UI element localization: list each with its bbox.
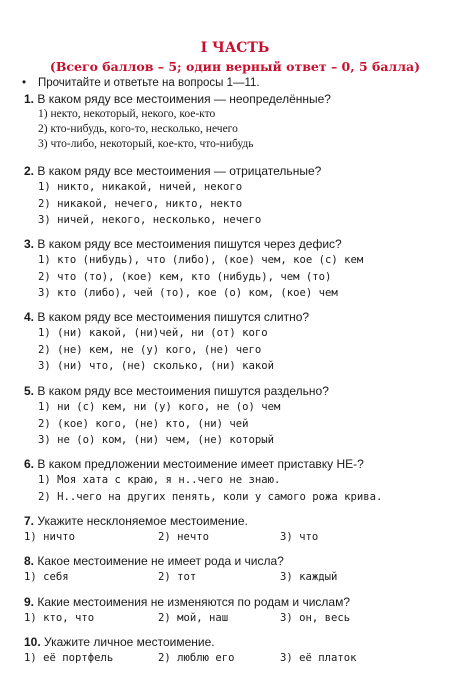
answer-option[interactable]: 2) мой, наш xyxy=(158,612,229,624)
part-subtitle: (Всего баллов – 5; один верный ответ – 0, 5 балла) xyxy=(49,59,421,74)
answer-option[interactable]: 3) каждый xyxy=(280,571,338,583)
answer-row xyxy=(24,529,464,546)
question-7 xyxy=(24,513,464,546)
answer-option[interactable]: 1) (ни) какой, (ни)чей, ни (от) кого xyxy=(38,327,268,339)
answer-option[interactable]: 2) (не) кем, не (у) кого, (не) чего xyxy=(38,343,262,356)
answer-option[interactable]: 3) не (о) ком, (ни) чем, (не) который xyxy=(38,434,274,447)
answer-row xyxy=(24,610,464,627)
answer-option[interactable]: 1) никто, никакой, ничей, некого xyxy=(38,181,243,193)
question-text: 3. В каком ряду все местоимения пишутся через дефис? xyxy=(24,237,342,251)
question-text: 10. Укажите личное местоимение. xyxy=(24,635,215,649)
answer-option[interactable]: 3) что xyxy=(280,531,319,543)
question-5 xyxy=(24,383,464,449)
question-text: 2. В каком ряду все местоимения — отрицательные? xyxy=(24,164,322,178)
answer-option[interactable]: 3) он, весь xyxy=(280,612,351,624)
answer-option[interactable]: 2) что (то), (кое) кем, кто (нибудь), чем (то) xyxy=(38,270,332,283)
answer-option[interactable]: 3) её платок xyxy=(280,652,357,664)
answer-option[interactable]: 2) нечто xyxy=(158,531,210,543)
answer-option[interactable]: 1) её портфель xyxy=(24,652,114,664)
answer-option[interactable]: 1) кто (нибудь), что (либо), (кое) чем, кое (с) кем xyxy=(38,254,364,266)
answer-option[interactable]: 2) (кое) кого, (не) кто, (ни) чей xyxy=(38,417,249,430)
answer-option[interactable]: 2) кто-нибудь, кого-то, несколько, нечего xyxy=(38,123,238,135)
question-text: 5. В каком ряду все местоимения пишутся раздельно? xyxy=(24,384,329,398)
instruction-text: Прочитайте и ответьте на вопросы 1—11. xyxy=(38,77,260,89)
answer-option[interactable]: 3) кто (либо), чей (то), кое (о) ком, (кое) чем xyxy=(38,287,338,300)
question-text: 8. Какое местоимение не имеет рода и числа? xyxy=(24,554,284,568)
question-1 xyxy=(24,91,464,152)
answer-option[interactable]: 2) люблю его xyxy=(158,652,235,664)
question-4 xyxy=(24,309,464,375)
question-9 xyxy=(24,594,464,627)
answer-option[interactable]: 1) некто, некоторый, некого, кое-кто xyxy=(38,108,216,120)
answer-option[interactable]: 3) что-либо, некоторый, кое-кто, что-нибудь xyxy=(38,138,254,150)
question-2 xyxy=(24,163,464,229)
question-10 xyxy=(24,634,464,667)
question-3 xyxy=(24,236,464,302)
bullet-icon: • xyxy=(22,77,27,89)
question-text: 4. В каком ряду все местоимения пишутся слитно? xyxy=(24,310,310,324)
answer-row xyxy=(24,569,464,586)
question-text: 1. В каком ряду все местоимения — неопределённые? xyxy=(24,92,331,106)
part-title: I ЧАСТЬ xyxy=(200,40,270,56)
answer-option[interactable]: 1) ничто xyxy=(24,531,76,543)
question-text: 6. В каком предложении местоимение имеет приставку НЕ-? xyxy=(24,457,364,471)
instruction xyxy=(22,76,260,91)
question-text: 9. Какие местоимения не изменяются по родам и числам? xyxy=(24,595,350,609)
question-6 xyxy=(24,456,464,505)
answer-option[interactable]: 3) ничей, некого, несколько, нечего xyxy=(38,214,262,227)
answer-row xyxy=(24,650,464,667)
answer-option[interactable]: 1) себя xyxy=(24,571,69,583)
answer-option[interactable]: 3) (ни) что, (не) сколько, (ни) какой xyxy=(38,360,274,373)
answer-option[interactable]: 1) ни (с) кем, ни (у) кого, не (о) чем xyxy=(38,401,281,413)
answer-option[interactable]: 1) Моя хата с краю, я н..чего не знаю. xyxy=(38,474,281,486)
question-8 xyxy=(24,553,464,586)
answer-option[interactable]: 2) никакой, нечего, никто, некто xyxy=(38,197,243,210)
question-text: 7. Укажите несклоняемое местоимение. xyxy=(24,514,248,528)
answer-option[interactable]: 1) кто, что xyxy=(24,612,95,624)
answer-option[interactable]: 2) Н..чего на других пенять, коли у самого рожа крива. xyxy=(38,490,383,503)
answer-option[interactable]: 2) тот xyxy=(158,571,197,583)
